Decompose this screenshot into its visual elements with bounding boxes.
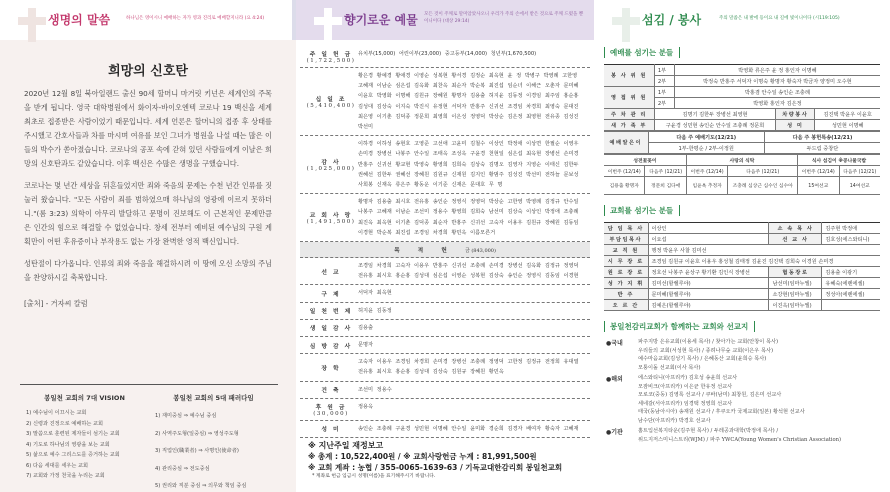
- offering-names: 황은경 황예경 황애경 이영순 성복현 황서경 김정순 최옥현 윤 정 박병구 박영례 고한영 고혜재 이남순 심은섭 김옥화 최찬옥 최순자 박순복 최진섭 임순녀 이해근 오춘자 문미혜 이윤호 박영화 이명해 김원규 장혜원 황명자 김용출 허지윤 김동정 이경임 최주임 홍순홍 김성대 김상숙 이지숙 박진식 유정현 서덕자 반홍주 신귀선 조경임 차경희 최영숙 문대진 최은영 이기춘 김덕종 정문희 최영희 이은성 정영덕 박상순 김은정 최영현 전유종 김성진 박선미: [358, 73, 579, 131]
- paradigm-item: 3) 직업인(職業者) ⇒ 사명인(使命者): [155, 448, 239, 454]
- church-value: 조경임 김원규 이윤호 이용우 홍성철 김태정 김윤진 김진택 김희숙 이경원 손미경: [648, 256, 880, 267]
- offering-row: [300, 194, 590, 242]
- flowers-row: [300, 421, 590, 438]
- purpose-label: 구 제: [321, 292, 341, 299]
- paradigm-item: 5) 권리와 직분 중심 ⇒ 의무와 책임 중심: [155, 483, 247, 489]
- paradigm-item: 2) 사역주도형(일중심) ⇒ 영성주도형: [155, 430, 239, 437]
- row-label: 영 접 위 원: [604, 87, 654, 109]
- service-names: 박홍겸 안수일 송인순 조충례: [674, 87, 880, 98]
- offering-amount: (1,491,500): [306, 219, 356, 226]
- row-label: 부담임목사: [604, 234, 648, 245]
- choir-names: 두드림 중창단: [764, 143, 880, 154]
- service-sub: 2부: [654, 76, 674, 87]
- purpose-label: 건 축: [321, 388, 341, 395]
- vision-section: [20, 384, 278, 492]
- service-sub: 1부: [654, 87, 674, 98]
- purpose-label: 심 방 감 사: [309, 343, 353, 350]
- service-names: 박영화 류은주 윤 정 홍인자 이명혜: [674, 65, 880, 76]
- love-this: 임윤옥 추정자: [686, 177, 727, 195]
- purpose-names: 조경임 차경희 고숙자 이용우 반홍주 신귀선 조충례 손미경 장병선 김옥화 김정규 정영덕 전유홍 최시호 홍순홍 김성대 심은섭 이영순 성복현 김상숙 송인순 정영식 김동임 이경현: [358, 263, 579, 280]
- vision-item: 5) 삶으로 예수 그리스도를 증거하는 교회: [26, 452, 120, 458]
- row-label: 교 직 원: [604, 245, 648, 256]
- offering-label: 주 일 헌 금: [309, 52, 353, 58]
- report-note: * 계좌로 헌금 입금시 성명(이름)을 표기해주시기 바랍니다.: [312, 474, 436, 480]
- prayer-names: 1부-한평순 / 2부-이정원: [648, 143, 764, 154]
- worship-table: [604, 64, 880, 131]
- section-title: 섬김 / 봉사: [642, 13, 702, 27]
- row-label: 주 차 관 리: [604, 109, 654, 120]
- paradigm-list: [149, 385, 278, 492]
- row-label: 협동장로: [769, 267, 822, 278]
- purpose-row: [300, 337, 590, 354]
- next-week: 다음주 (12/21): [728, 166, 798, 177]
- sermon-title: 희망의 신호탄: [108, 64, 188, 79]
- church-section-title: 교회를 섬기는 분들: [604, 205, 680, 216]
- row-label: 봉 사 위 원: [604, 65, 654, 87]
- this-week: 이번주 (12/14): [604, 166, 645, 177]
- purpose-row: [300, 285, 590, 302]
- vision-title: 봉일천 교회의 7대 VISION: [44, 394, 125, 402]
- mission-group: [606, 427, 880, 444]
- paradigm-item: 4) 관리중심 ⇒ 전도중심: [155, 465, 210, 472]
- helpers-table: [604, 131, 880, 154]
- row-label: 성 미: [776, 120, 815, 131]
- purpose-names: 허지윤 김동정: [358, 307, 392, 314]
- offering-amount: (1,722,500): [306, 58, 356, 64]
- report-total: ※ 총계 : 10,522,400원 / ※ 교회사랑헌금 누계 : 81,991,500원: [308, 452, 537, 462]
- row-label: 예배알은이: [604, 132, 648, 154]
- sermon-paragraph: 코로나는 몇 년간 세상을 뒤흔들었지만 죄와 죽음의 문제는 수천 년간 인류를 짓눌러 왔습니다. "모든 사람이 죄를 범하였으매 하나님의 영광에 이르지 못하더니."(롬 3:23) 의학이 아무리 발달하고 문명이 진보해도 이 근본적인 문제만큼은 인간의 힘으로 해결할 수 없었습니다. 창세 전부터 예비된 예수님의 구원 계획만이 어떤 후유증이나 부작용도 없는 가장 완벽한 영적 백신입니다.: [24, 181, 272, 246]
- service-names: 구윤경 성민현 송인순 안수일 조충례 정문희: [654, 120, 775, 131]
- offering-label: 교 회 사 랑: [309, 213, 353, 220]
- mission-line: 태국(동남아시아) 송재원 선교사 / 후쿠오카 국제교회(일본) 황석현 선교사: [638, 409, 805, 415]
- cross-icon: [18, 8, 46, 42]
- row-label: 소 속 목 사: [769, 223, 822, 234]
- mission-tag: ●국내: [606, 340, 623, 347]
- vision-item: 1) 예수님이 이끄시는 교회: [26, 410, 87, 416]
- mission-line: 우리들의 교회(서성현 목사) / 종려나무숲 교회(이은우 목사): [638, 347, 773, 354]
- service-names: 박영화 홍인자 김은정: [674, 98, 880, 109]
- purpose-label: 생 일 감 사: [309, 326, 353, 333]
- service-names: 성민현 이명혜: [815, 120, 880, 131]
- church-value: 김호성(에스와티니): [822, 234, 880, 245]
- row-label: 오 르 간: [604, 300, 648, 311]
- vision-item: 2) 신령과 진정으로 예배하는 교회: [26, 420, 104, 427]
- section-title: 향기로운 예물: [344, 13, 418, 27]
- church-value: 정호선 나봉주 윤상구 황기환 김인식 장병선: [648, 267, 769, 278]
- vision-item: 3) 말씀으로 훈련된 제자들이 섬기는 교회: [26, 431, 120, 437]
- mission-tag: ●해외: [606, 376, 623, 383]
- service-sub: 1부: [654, 65, 674, 76]
- offering-label: 십 일 조: [315, 97, 347, 104]
- purpose-names: 서덕자 최옥현: [358, 290, 392, 297]
- worship-section-title: 예배를 섬기는 분들: [604, 47, 680, 58]
- purpose-names: 문명자: [358, 342, 374, 349]
- purpose-names: 고숙자 이용우 조경임 차경희 손미경 장병선 조충례 정영덕 고한정 김정규 전정희 유대열 전유홍 최시호 홍순홍 김성대 김상숙 김원규 장혜원 황민옥: [358, 359, 579, 376]
- church-value: 이요섭: [648, 234, 769, 245]
- offering-names: 유치부(15,000) 어린이부(23,000) 중고등부(14,000) 청년부(1,670,500): [358, 51, 537, 57]
- offering-row: [300, 136, 590, 194]
- vision-item: 4) 기도로 하나님의 영광을 보는 교회: [26, 441, 110, 448]
- flower-head: 성전꽃꽂이: [604, 155, 686, 166]
- church-value: 김예은(할렐루야): [648, 300, 769, 311]
- mission-section-title: 봉일천감리교회가 함께하는 교회와 선교지: [604, 321, 755, 332]
- row-label: 원 로 장 로: [604, 267, 648, 278]
- church-value: 이상인: [648, 223, 769, 234]
- vision-item: 7) 교회와 가정 천국을 누리는 교회: [26, 473, 105, 479]
- sermon-header: [0, 0, 296, 40]
- purpose-row: [300, 382, 590, 399]
- support-row: [300, 399, 590, 421]
- mission-line: 세네갈(서아프리카) 임경택 정영희 선교사: [638, 400, 733, 407]
- purpose-row: [300, 303, 590, 320]
- sermon-body: [0, 87, 296, 285]
- meal-head: 식사 섬김이 ※콩나물국밥: [798, 155, 880, 166]
- page-sermon: [0, 0, 296, 492]
- church-value: 이진옥(임마누엘): [769, 300, 822, 311]
- mission-line: 모로코(중동) 김영록 선교사 / 쿠바(남미) 최창원, 김은미 선교사: [638, 392, 782, 398]
- mission-line: 파주지방 은유교회(이용세 목사) / 찾아가는 교회(안창이 목사): [638, 339, 779, 345]
- header-verse: 하나님은 영이시니 예배하는 자가 영과 진리로 예배할지니라 (요 4:24): [126, 16, 265, 21]
- vision-item: 6) 다음 세대를 세우는 교회: [26, 462, 89, 469]
- mission-group: [606, 374, 880, 425]
- service-names: 김진택 박윤우 이윤호: [815, 109, 880, 120]
- mission-tag: ●기관: [606, 429, 623, 436]
- mission-line: 에스와티니(아프리카) 김호성 송윤희 선교사: [638, 375, 738, 381]
- offering-row: [300, 68, 590, 136]
- purpose-band-amount: 금 (843,000): [464, 248, 496, 255]
- row-label: 반 주: [604, 289, 648, 300]
- mission-line: 홈트입선복지타운(김주현 목사) / 두레공과대학(박정애 목사) /: [638, 428, 779, 434]
- love-next: 조충례 심상근 심수인 심수아: [728, 177, 798, 195]
- row-label: 새 가 족 부: [604, 120, 654, 131]
- support-label: 후 원 금: [315, 404, 347, 411]
- row-label: 시 무 장 로: [604, 256, 648, 267]
- church-value: 남선미(임마누엘): [769, 278, 822, 289]
- church-value: 유혜숙(에렌에셀): [822, 278, 880, 289]
- sermon-paragraph: 성탄절이 다가옵니다. 인류의 죄와 죽음을 해결하시려 이 땅에 오신 소망의 주님을 찬양하시길 축복합니다.: [24, 259, 272, 282]
- paradigm-item: 1) 재미중심 ⇒ 예수님 중심: [155, 413, 217, 419]
- finance-report: [296, 438, 594, 481]
- offering-label: 감 사: [321, 160, 341, 167]
- offering-amount: (5,410,400): [306, 103, 356, 110]
- next-week: 다음주 (12/21): [839, 166, 880, 177]
- row-label: 차량봉사: [776, 109, 815, 120]
- church-value: 김용출 이광기: [822, 267, 880, 278]
- church-value: 김주현 박정애: [822, 223, 880, 234]
- this-week: 이번주 (12/14): [798, 166, 839, 177]
- service-sub: 2부: [654, 98, 674, 109]
- mission-line: 예수마음교회(김성기 목사) / 은혜동산 교회(윤희승 목사): [638, 356, 767, 362]
- sermon-paragraph: 2020년 12월 8일 북아일랜드 출신 90세 할머니 마거릿 키넌은 세계인의 주목을 받게 됩니다. 영국 대학병원에서 화이자-바이오엔텍 코로나 19 백신을 세계 최초로 접종받은 사람이었기 때문입니다. 세계 언론은 할머니의 접종 후 상태를 주시했고 간호사들과 차를 마시며 여유를 보인 그녀가 병원을 나설 때는 많은 이들의 박수가 쏟아졌습니다. 코로나의 공포 속에 갇혀 있던 사람들에게 이날은 희망의 신호탄과도 같았습니다. 이후 백신은 수많은 생명을 구했습니다.: [24, 89, 272, 168]
- service-header: [594, 0, 890, 40]
- mission-line: 남수단(아프리카) 박경호 선교사: [638, 417, 711, 424]
- cross-icon: [314, 8, 342, 42]
- row-label: 담 임 목 사: [604, 223, 648, 234]
- vision-list: [20, 385, 149, 492]
- offering-names: 이하경 이하성 송현호 고영준 고선애 고윤미 김철수 이상인 박정애 이상면 한필순 이영우 손미경 장병선 나봉주 안수일 조태옥 조성옥 구윤경 천현일 심은섭 최옥현 장병선 손미경 반홍주 신귀선 황교현 박영숙 황영희 김희숙 김상숙 김명오 김영자 지영순 이태신 김한두 권혜선 김한두 권혜선 장혜원 김원규 신재원 김지인 황범주 김성진 박선미 전하늘 문보성 사희봉 신재옥 류은주 황동운 이기준 신재은 문대호 무 명: [358, 141, 579, 189]
- mission-line: 모퉁이돌 선교회(이사 목사): [638, 364, 701, 371]
- next-week: 다음주 (12/21): [645, 166, 686, 177]
- service-names: 박정숙 반홍주 서덕자 이명숙 황명자 황숙자 박금자 양정미 오수현: [674, 76, 880, 87]
- offering-amount: (1,025,000): [306, 166, 356, 173]
- flowers-label: 성 미: [321, 427, 341, 434]
- purpose-band-label: 목 적 헌: [394, 248, 455, 255]
- mission-list: [594, 338, 890, 444]
- offering-row: [300, 46, 590, 68]
- row-label: 성 가 지 휘: [604, 278, 648, 289]
- mission-line: 모잠비크(아프리카) 이은균 한유정 선교사: [638, 383, 733, 390]
- church-value: 김미선(할렐루야): [648, 278, 769, 289]
- love-head: 사랑의 식탁: [686, 155, 797, 166]
- church-value: 행정 박윤우 사찰 김미선: [648, 245, 880, 256]
- choir-head: 다음 주 봉헌특송(12/21): [764, 132, 880, 143]
- flower-next: 정문희 김다애: [645, 177, 686, 195]
- sermon-source: [출처] - 거자씨 칼럼: [24, 299, 88, 308]
- section-title: 생명의 말씀: [48, 13, 111, 27]
- report-account: ※ 교회 계좌 : 농협 / 355-0065-1639-63 / 기독교대한감리회 봉일천교회: [308, 463, 563, 473]
- purpose-offering-band: [300, 242, 590, 258]
- page-offerings: [296, 0, 594, 492]
- meal-this: 15여선교: [798, 177, 839, 195]
- report-title: ※ 지난주일 재정보고: [308, 441, 384, 451]
- church-value: 정성아(에렌에셀): [822, 289, 880, 300]
- prayer-head: 다음 주 예배기도(12/21): [648, 132, 764, 143]
- offerings-header: [296, 0, 594, 40]
- purpose-label: 일 천 번 제: [309, 309, 353, 316]
- support-names: 정용옥: [358, 403, 374, 410]
- service-names: 김명기 김한두 장병선 최영현: [654, 109, 775, 120]
- purpose-label: 장 학: [321, 365, 341, 372]
- this-week: 이번주 (12/14): [686, 166, 727, 177]
- paradigm-title: 봉일천 교회의 5대 패러다임: [173, 394, 254, 402]
- purpose-row: [300, 354, 590, 381]
- page-service: [594, 0, 890, 492]
- header-verse: 모든 것이 주께로 말미암았사오니 우리가 주의 손에서 받은 것으로 주께 드렸을 뿐이니이다 (대상 29:14): [424, 12, 584, 24]
- church-value: [822, 300, 880, 311]
- offering-list: [296, 40, 594, 438]
- church-table: [604, 222, 880, 311]
- church-value: 문미혜(할렐루야): [648, 289, 769, 300]
- church-value: 소강현(임마누엘): [769, 289, 822, 300]
- purpose-label: 선 교: [321, 269, 341, 276]
- schedule-table: [604, 154, 880, 195]
- flower-this: 김용출 황명자: [604, 177, 645, 195]
- purpose-row: [300, 258, 590, 285]
- header-verse: 주의 말씀은 내 발에 등이요 내 길에 빛이니이다 (시119:105): [719, 16, 840, 21]
- offering-names: 황명자 김용출 최시호 전유홍 송인순 정영식 정영덕 박상순 고한영 박영례 김정규 안수일 나봉주 고혜재 이남순 조선미 정용수 황영희 김희숙 남선미 김상숙 이상인 박정애 조충례 최진옥 최옥현 이기춘 김덕종 최순자 반홍주 신귀선 고숙자 이용우 김원규 장혜원 김동임 이경현 박순복 최진섭 조경임 차경희 황민옥 이름모른거: [358, 199, 579, 236]
- row-label: 선 교 사: [769, 234, 822, 245]
- purpose-names: 김용출: [358, 324, 374, 331]
- mission-group: [606, 338, 880, 372]
- purpose-row: [300, 320, 590, 337]
- purpose-names: 조선미 정용수: [358, 386, 392, 393]
- support-amount: (30,000): [313, 410, 349, 417]
- cross-icon: [612, 8, 640, 42]
- flowers-names: 송인순 조충례 구윤경 성민현 이명혜 안수일 윤미화 경순희 김경자 배여자 황숙자 고혜재: [358, 425, 579, 432]
- meal-next: 14여선교: [839, 177, 880, 195]
- mission-line: 위드지저스미니스트리(WJM) / 파주 YWCA(Young Women's Christian Association): [638, 436, 842, 443]
